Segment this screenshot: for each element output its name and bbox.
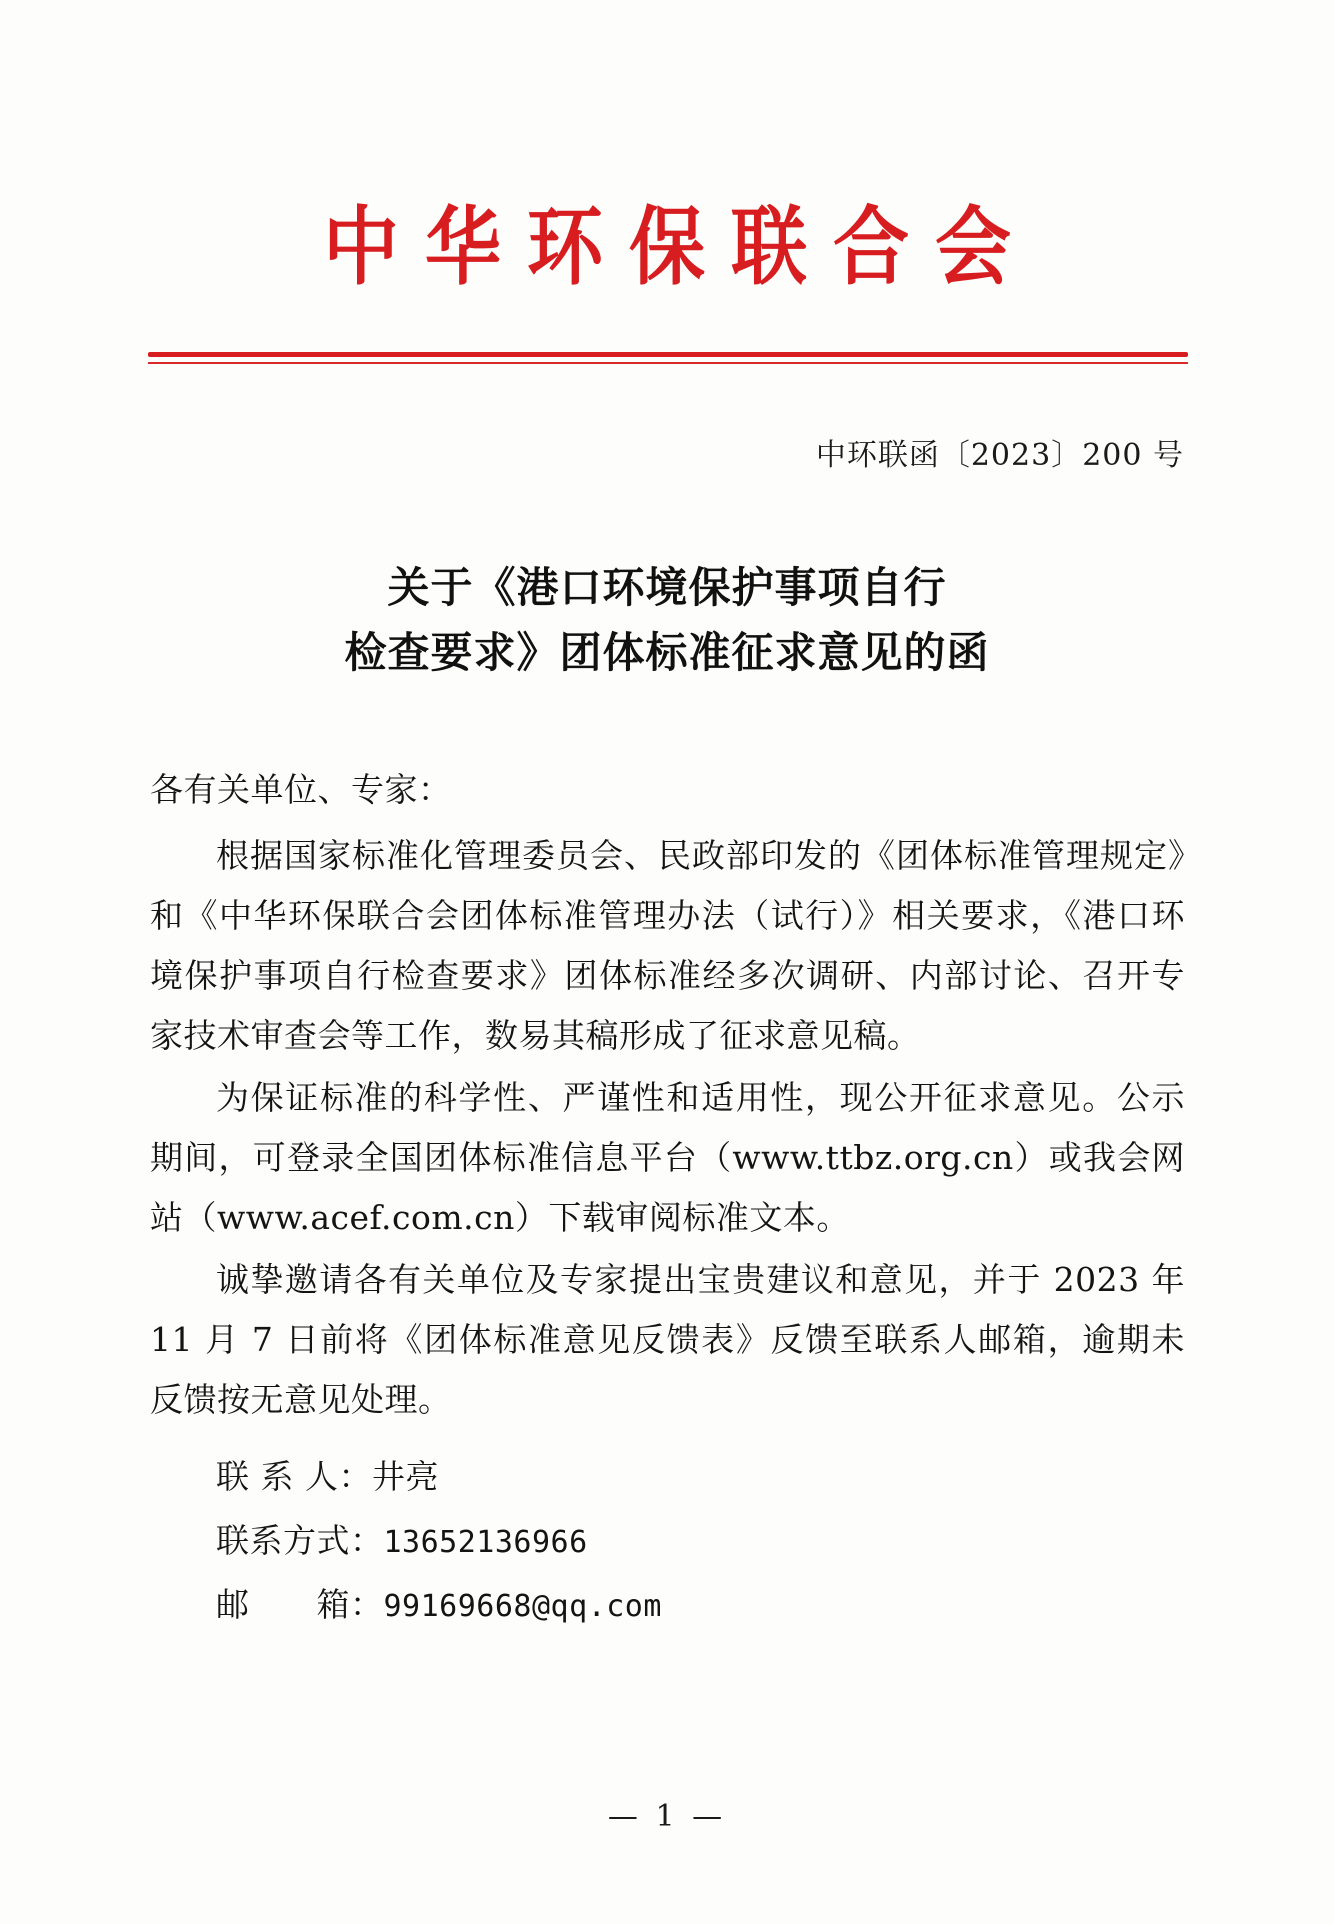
document-title	[0, 555, 1334, 685]
contact-info-list	[150, 1447, 1185, 1635]
document-title-line-1: 关于《港口环境保护事项自行	[387, 563, 947, 612]
divider-thick-line	[148, 352, 1188, 357]
letterhead-organization-name: 中华环保联合会	[323, 197, 1037, 297]
contact-phone-row	[150, 1511, 1185, 1571]
contact-email-value: 99169668@qq.com	[383, 1588, 662, 1624]
contact-person-value: 井亮	[371, 1456, 439, 1496]
contact-person-row	[150, 1447, 1185, 1507]
document-title-line-2: 检查要求》团体标准征求意见的函	[344, 628, 990, 678]
document-number: 中环联函〔2023〕200 号	[815, 438, 1184, 473]
contact-phone-value: 13652136966	[383, 1524, 588, 1560]
body-paragraph-2: 为保证标准的科学性、严谨性和适用性，现公开征求意见。公示期间，可登录全国团体标准信息平台（www.ttbz.org.cn）或我会网站（www.acef.com.cn）下载审阅标准文本。	[150, 1078, 1185, 1238]
contact-phone-label: 联系方式：	[216, 1520, 384, 1560]
body-paragraph-1: 根据国家标准化管理委员会、民政部印发的《团体标准管理规定》和《中华环保联合会团体标准管理办法（试行）》相关要求，《港口环境保护事项自行检查要求》团体标准经多次调研、内部讨论、召开专家技术审查会等工作，数易其稿形成了征求意见稿。	[150, 836, 1185, 1056]
page-number: — 1 —	[607, 1799, 727, 1834]
salutation: 各有关单位、专家：	[150, 770, 452, 809]
contact-person-label: 联 系 人：	[216, 1456, 372, 1496]
letterhead-divider	[148, 352, 1188, 364]
document-body	[150, 760, 1185, 1639]
contact-email-label: 邮 箱：	[216, 1584, 384, 1624]
contact-email-row	[150, 1575, 1185, 1635]
letterhead	[0, 197, 1334, 297]
body-paragraph-3: 诚挚邀请各有关单位及专家提出宝贵建议和意见，并于 2023 年 11 月 7 日前将《团体标准意见反馈表》反馈至联系人邮箱，逾期未反馈按无意见处理。	[150, 1260, 1185, 1420]
divider-thin-line	[148, 362, 1188, 364]
